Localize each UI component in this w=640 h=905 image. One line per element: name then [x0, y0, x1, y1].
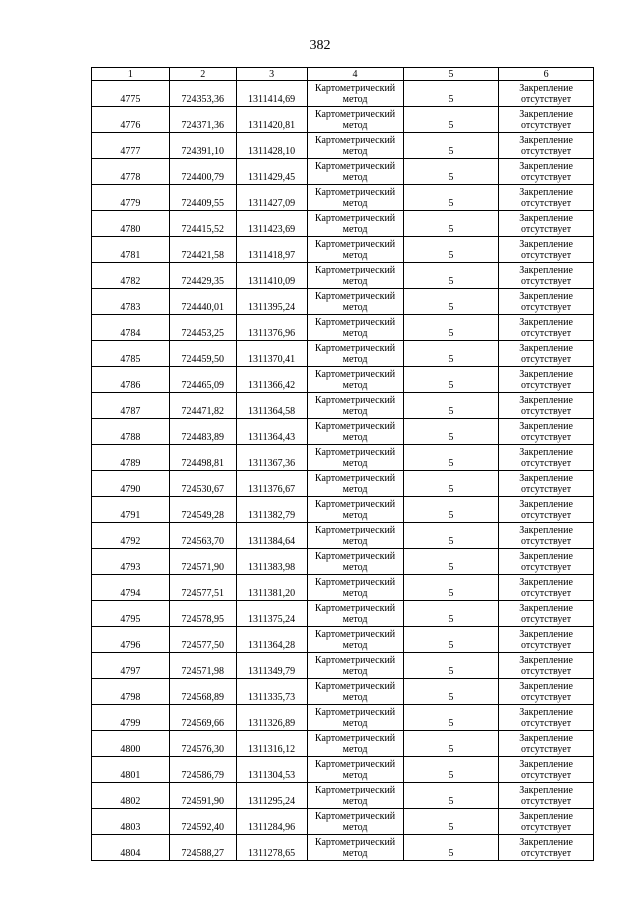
point-number-cell: 4776	[92, 107, 170, 133]
x-coordinate-cell: 724409,55	[169, 185, 236, 211]
fixing-cell: Закрепление отсутствует	[499, 549, 594, 575]
method-cell: Картометрический метод	[307, 757, 403, 783]
table-row	[92, 757, 594, 783]
method-cell: Картометрический метод	[307, 419, 403, 445]
table-row	[92, 523, 594, 549]
y-coordinate-cell: 1311382,79	[236, 497, 307, 523]
point-number-cell: 4796	[92, 627, 170, 653]
fixing-cell: Закрепление отсутствует	[499, 107, 594, 133]
accuracy-cell: 5	[403, 185, 499, 211]
x-coordinate-cell: 724471,82	[169, 393, 236, 419]
y-coordinate-cell: 1311383,98	[236, 549, 307, 575]
fixing-cell: Закрепление отсутствует	[499, 159, 594, 185]
y-coordinate-cell: 1311366,42	[236, 367, 307, 393]
x-coordinate-cell: 724453,25	[169, 315, 236, 341]
method-cell: Картометрический метод	[307, 445, 403, 471]
table-row	[92, 185, 594, 211]
y-coordinate-cell: 1311423,69	[236, 211, 307, 237]
point-number-cell: 4781	[92, 237, 170, 263]
y-coordinate-cell: 1311278,65	[236, 835, 307, 861]
method-cell: Картометрический метод	[307, 471, 403, 497]
table-row	[92, 627, 594, 653]
table-row	[92, 341, 594, 367]
x-coordinate-cell: 724391,10	[169, 133, 236, 159]
y-coordinate-cell: 1311375,24	[236, 601, 307, 627]
x-coordinate-cell: 724530,67	[169, 471, 236, 497]
table-row	[92, 445, 594, 471]
fixing-cell: Закрепление отсутствует	[499, 497, 594, 523]
y-coordinate-cell: 1311376,67	[236, 471, 307, 497]
y-coordinate-cell: 1311364,43	[236, 419, 307, 445]
fixing-cell: Закрепление отсутствует	[499, 289, 594, 315]
accuracy-cell: 5	[403, 107, 499, 133]
column-header: 1	[92, 68, 170, 81]
accuracy-cell: 5	[403, 809, 499, 835]
accuracy-cell: 5	[403, 575, 499, 601]
method-cell: Картометрический метод	[307, 731, 403, 757]
y-coordinate-cell: 1311284,96	[236, 809, 307, 835]
method-cell: Картометрический метод	[307, 679, 403, 705]
table-row	[92, 497, 594, 523]
point-number-cell: 4790	[92, 471, 170, 497]
table-row	[92, 419, 594, 445]
table-row	[92, 237, 594, 263]
column-header: 2	[169, 68, 236, 81]
y-coordinate-cell: 1311410,09	[236, 263, 307, 289]
fixing-cell: Закрепление отсутствует	[499, 809, 594, 835]
method-cell: Картометрический метод	[307, 627, 403, 653]
accuracy-cell: 5	[403, 159, 499, 185]
y-coordinate-cell: 1311376,96	[236, 315, 307, 341]
point-number-cell: 4784	[92, 315, 170, 341]
method-cell: Картометрический метод	[307, 367, 403, 393]
fixing-cell: Закрепление отсутствует	[499, 237, 594, 263]
fixing-cell: Закрепление отсутствует	[499, 367, 594, 393]
point-number-cell: 4779	[92, 185, 170, 211]
method-cell: Картометрический метод	[307, 315, 403, 341]
table-row	[92, 731, 594, 757]
method-cell: Картометрический метод	[307, 185, 403, 211]
method-cell: Картометрический метод	[307, 549, 403, 575]
y-coordinate-cell: 1311420,81	[236, 107, 307, 133]
point-number-cell: 4794	[92, 575, 170, 601]
table-row	[92, 315, 594, 341]
x-coordinate-cell: 724549,28	[169, 497, 236, 523]
x-coordinate-cell: 724563,70	[169, 523, 236, 549]
accuracy-cell: 5	[403, 393, 499, 419]
point-number-cell: 4775	[92, 81, 170, 107]
fixing-cell: Закрепление отсутствует	[499, 575, 594, 601]
fixing-cell: Закрепление отсутствует	[499, 315, 594, 341]
accuracy-cell: 5	[403, 289, 499, 315]
fixing-cell: Закрепление отсутствует	[499, 627, 594, 653]
point-number-cell: 4804	[92, 835, 170, 861]
y-coordinate-cell: 1311395,24	[236, 289, 307, 315]
y-coordinate-cell: 1311427,09	[236, 185, 307, 211]
fixing-cell: Закрепление отсутствует	[499, 185, 594, 211]
accuracy-cell: 5	[403, 367, 499, 393]
x-coordinate-cell: 724400,79	[169, 159, 236, 185]
method-cell: Картометрический метод	[307, 497, 403, 523]
fixing-cell: Закрепление отсутствует	[499, 783, 594, 809]
fixing-cell: Закрепление отсутствует	[499, 601, 594, 627]
point-number-cell: 4801	[92, 757, 170, 783]
y-coordinate-cell: 1311304,53	[236, 757, 307, 783]
point-number-cell: 4803	[92, 809, 170, 835]
x-coordinate-cell: 724440,01	[169, 289, 236, 315]
point-number-cell: 4797	[92, 653, 170, 679]
accuracy-cell: 5	[403, 419, 499, 445]
table-row	[92, 783, 594, 809]
accuracy-cell: 5	[403, 471, 499, 497]
column-header: 3	[236, 68, 307, 81]
fixing-cell: Закрепление отсутствует	[499, 679, 594, 705]
table-row	[92, 549, 594, 575]
fixing-cell: Закрепление отсутствует	[499, 705, 594, 731]
table-row	[92, 107, 594, 133]
y-coordinate-cell: 1311414,69	[236, 81, 307, 107]
accuracy-cell: 5	[403, 835, 499, 861]
method-cell: Картометрический метод	[307, 393, 403, 419]
x-coordinate-cell: 724577,51	[169, 575, 236, 601]
fixing-cell: Закрепление отсутствует	[499, 835, 594, 861]
x-coordinate-cell: 724592,40	[169, 809, 236, 835]
method-cell: Картометрический метод	[307, 107, 403, 133]
point-number-cell: 4789	[92, 445, 170, 471]
table-row	[92, 133, 594, 159]
accuracy-cell: 5	[403, 263, 499, 289]
method-cell: Картометрический метод	[307, 237, 403, 263]
accuracy-cell: 5	[403, 497, 499, 523]
x-coordinate-cell: 724586,79	[169, 757, 236, 783]
point-number-cell: 4777	[92, 133, 170, 159]
table-row	[92, 575, 594, 601]
accuracy-cell: 5	[403, 211, 499, 237]
method-cell: Картометрический метод	[307, 133, 403, 159]
table-row	[92, 367, 594, 393]
point-number-cell: 4783	[92, 289, 170, 315]
table-row	[92, 809, 594, 835]
accuracy-cell: 5	[403, 81, 499, 107]
fixing-cell: Закрепление отсутствует	[499, 653, 594, 679]
point-number-cell: 4795	[92, 601, 170, 627]
x-coordinate-cell: 724588,27	[169, 835, 236, 861]
y-coordinate-cell: 1311428,10	[236, 133, 307, 159]
table-row	[92, 679, 594, 705]
method-cell: Картометрический метод	[307, 705, 403, 731]
x-coordinate-cell: 724591,90	[169, 783, 236, 809]
accuracy-cell: 5	[403, 133, 499, 159]
method-cell: Картометрический метод	[307, 809, 403, 835]
point-number-cell: 4780	[92, 211, 170, 237]
accuracy-cell: 5	[403, 757, 499, 783]
x-coordinate-cell: 724576,30	[169, 731, 236, 757]
header-row	[92, 68, 594, 81]
fixing-cell: Закрепление отсутствует	[499, 731, 594, 757]
fixing-cell: Закрепление отсутствует	[499, 471, 594, 497]
table-row	[92, 289, 594, 315]
fixing-cell: Закрепление отсутствует	[499, 393, 594, 419]
point-number-cell: 4792	[92, 523, 170, 549]
x-coordinate-cell: 724498,81	[169, 445, 236, 471]
y-coordinate-cell: 1311335,73	[236, 679, 307, 705]
point-number-cell: 4788	[92, 419, 170, 445]
point-number-cell: 4785	[92, 341, 170, 367]
x-coordinate-cell: 724465,09	[169, 367, 236, 393]
x-coordinate-cell: 724568,89	[169, 679, 236, 705]
method-cell: Картометрический метод	[307, 81, 403, 107]
fixing-cell: Закрепление отсутствует	[499, 211, 594, 237]
y-coordinate-cell: 1311418,97	[236, 237, 307, 263]
x-coordinate-cell: 724483,89	[169, 419, 236, 445]
y-coordinate-cell: 1311295,24	[236, 783, 307, 809]
y-coordinate-cell: 1311316,12	[236, 731, 307, 757]
x-coordinate-cell: 724371,36	[169, 107, 236, 133]
point-number-cell: 4787	[92, 393, 170, 419]
table-row	[92, 211, 594, 237]
column-header: 4	[307, 68, 403, 81]
y-coordinate-cell: 1311326,89	[236, 705, 307, 731]
x-coordinate-cell: 724415,52	[169, 211, 236, 237]
y-coordinate-cell: 1311367,36	[236, 445, 307, 471]
method-cell: Картометрический метод	[307, 263, 403, 289]
table-row	[92, 263, 594, 289]
accuracy-cell: 5	[403, 237, 499, 263]
table-row	[92, 835, 594, 861]
point-number-cell: 4786	[92, 367, 170, 393]
fixing-cell: Закрепление отсутствует	[499, 757, 594, 783]
accuracy-cell: 5	[403, 523, 499, 549]
x-coordinate-cell: 724459,50	[169, 341, 236, 367]
fixing-cell: Закрепление отсутствует	[499, 263, 594, 289]
method-cell: Картометрический метод	[307, 783, 403, 809]
fixing-cell: Закрепление отсутствует	[499, 133, 594, 159]
table-row	[92, 159, 594, 185]
column-header: 5	[403, 68, 499, 81]
coordinates-table	[91, 67, 594, 861]
point-number-cell: 4802	[92, 783, 170, 809]
method-cell: Картометрический метод	[307, 289, 403, 315]
page-number: 382	[309, 38, 331, 53]
method-cell: Картометрический метод	[307, 601, 403, 627]
x-coordinate-cell: 724577,50	[169, 627, 236, 653]
accuracy-cell: 5	[403, 445, 499, 471]
y-coordinate-cell: 1311370,41	[236, 341, 307, 367]
y-coordinate-cell: 1311384,64	[236, 523, 307, 549]
accuracy-cell: 5	[403, 653, 499, 679]
accuracy-cell: 5	[403, 783, 499, 809]
point-number-cell: 4800	[92, 731, 170, 757]
table-row	[92, 393, 594, 419]
point-number-cell: 4793	[92, 549, 170, 575]
x-coordinate-cell: 724353,36	[169, 81, 236, 107]
accuracy-cell: 5	[403, 601, 499, 627]
x-coordinate-cell: 724571,98	[169, 653, 236, 679]
fixing-cell: Закрепление отсутствует	[499, 419, 594, 445]
table-row	[92, 705, 594, 731]
accuracy-cell: 5	[403, 705, 499, 731]
x-coordinate-cell: 724429,35	[169, 263, 236, 289]
accuracy-cell: 5	[403, 341, 499, 367]
method-cell: Картометрический метод	[307, 523, 403, 549]
accuracy-cell: 5	[403, 549, 499, 575]
y-coordinate-cell: 1311429,45	[236, 159, 307, 185]
table-row	[92, 81, 594, 107]
column-header: 6	[499, 68, 594, 81]
table-row	[92, 653, 594, 679]
x-coordinate-cell: 724569,66	[169, 705, 236, 731]
point-number-cell: 4799	[92, 705, 170, 731]
y-coordinate-cell: 1311364,58	[236, 393, 307, 419]
x-coordinate-cell: 724571,90	[169, 549, 236, 575]
fixing-cell: Закрепление отсутствует	[499, 445, 594, 471]
method-cell: Картометрический метод	[307, 835, 403, 861]
table-row	[92, 471, 594, 497]
method-cell: Картометрический метод	[307, 653, 403, 679]
fixing-cell: Закрепление отсутствует	[499, 523, 594, 549]
x-coordinate-cell: 724421,58	[169, 237, 236, 263]
y-coordinate-cell: 1311381,20	[236, 575, 307, 601]
accuracy-cell: 5	[403, 315, 499, 341]
method-cell: Картометрический метод	[307, 159, 403, 185]
accuracy-cell: 5	[403, 731, 499, 757]
fixing-cell: Закрепление отсутствует	[499, 341, 594, 367]
method-cell: Картометрический метод	[307, 575, 403, 601]
point-number-cell: 4782	[92, 263, 170, 289]
table-body	[92, 81, 594, 861]
fixing-cell: Закрепление отсутствует	[499, 81, 594, 107]
table-row	[92, 601, 594, 627]
accuracy-cell: 5	[403, 679, 499, 705]
x-coordinate-cell: 724578,95	[169, 601, 236, 627]
y-coordinate-cell: 1311364,28	[236, 627, 307, 653]
y-coordinate-cell: 1311349,79	[236, 653, 307, 679]
method-cell: Картометрический метод	[307, 211, 403, 237]
accuracy-cell: 5	[403, 627, 499, 653]
point-number-cell: 4778	[92, 159, 170, 185]
method-cell: Картометрический метод	[307, 341, 403, 367]
point-number-cell: 4791	[92, 497, 170, 523]
point-number-cell: 4798	[92, 679, 170, 705]
